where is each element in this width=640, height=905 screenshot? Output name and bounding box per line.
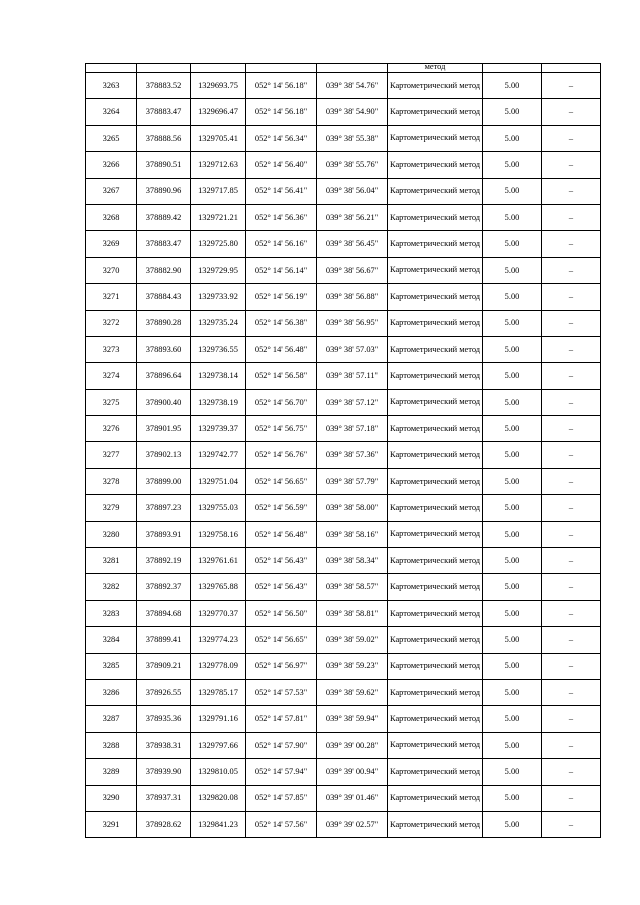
longitude-cell: 039° 38' 58.16" — [317, 521, 388, 547]
x-coordinate-cell: 378902.13 — [137, 442, 191, 468]
table-row — [86, 732, 601, 758]
note-cell: – — [542, 389, 601, 415]
y-coordinate-cell: 1329736.55 — [191, 336, 246, 362]
y-coordinate-cell: 1329758.16 — [191, 521, 246, 547]
table-row — [86, 310, 601, 336]
x-coordinate-cell: 378893.91 — [137, 521, 191, 547]
latitude-cell: 052° 14' 56.43" — [246, 548, 317, 574]
latitude-cell: 052° 14' 56.43" — [246, 574, 317, 600]
accuracy-cell: 5.00 — [483, 653, 542, 679]
accuracy-cell: 5.00 — [483, 495, 542, 521]
x-coordinate-cell: 378897.23 — [137, 495, 191, 521]
accuracy-cell: 5.00 — [483, 257, 542, 283]
y-coordinate-cell: 1329751.04 — [191, 468, 246, 494]
y-coordinate-cell: 1329733.92 — [191, 284, 246, 310]
table-cell — [191, 64, 246, 73]
accuracy-cell: 5.00 — [483, 679, 542, 705]
method-cell: Картометрический метод — [388, 99, 483, 125]
latitude-cell: 052° 14' 56.18" — [246, 99, 317, 125]
y-coordinate-cell: 1329735.24 — [191, 310, 246, 336]
table-cell — [317, 64, 388, 73]
method-cell: Картометрический метод — [388, 363, 483, 389]
y-coordinate-cell: 1329774.23 — [191, 627, 246, 653]
table-row — [86, 574, 601, 600]
accuracy-cell: 5.00 — [483, 204, 542, 230]
latitude-cell: 052° 14' 56.36" — [246, 204, 317, 230]
accuracy-cell: 5.00 — [483, 600, 542, 626]
note-cell: – — [542, 416, 601, 442]
method-cell: Картометрический метод — [388, 416, 483, 442]
point-number-cell: 3265 — [86, 125, 137, 151]
latitude-cell: 052° 14' 56.65" — [246, 627, 317, 653]
method-cell: Картометрический метод — [388, 178, 483, 204]
y-coordinate-cell: 1329770.37 — [191, 600, 246, 626]
accuracy-cell: 5.00 — [483, 310, 542, 336]
point-number-cell: 3286 — [86, 679, 137, 705]
point-number-cell: 3280 — [86, 521, 137, 547]
y-coordinate-cell: 1329778.09 — [191, 653, 246, 679]
x-coordinate-cell: 378938.31 — [137, 732, 191, 758]
note-cell: – — [542, 363, 601, 389]
note-cell: – — [542, 336, 601, 362]
accuracy-cell: 5.00 — [483, 125, 542, 151]
y-coordinate-cell: 1329742.77 — [191, 442, 246, 468]
point-number-cell: 3269 — [86, 231, 137, 257]
longitude-cell: 039° 38' 55.38" — [317, 125, 388, 151]
accuracy-cell: 5.00 — [483, 389, 542, 415]
point-number-cell: 3274 — [86, 363, 137, 389]
latitude-cell: 052° 14' 57.53" — [246, 679, 317, 705]
table-row — [86, 257, 601, 283]
method-cell: Картометрический метод — [388, 152, 483, 178]
x-coordinate-cell: 378890.51 — [137, 152, 191, 178]
accuracy-cell: 5.00 — [483, 231, 542, 257]
y-coordinate-cell: 1329820.08 — [191, 785, 246, 811]
point-number-cell: 3289 — [86, 759, 137, 785]
table-row — [86, 706, 601, 732]
point-number-cell: 3264 — [86, 99, 137, 125]
accuracy-cell: 5.00 — [483, 73, 542, 99]
method-cell: Картометрический метод — [388, 679, 483, 705]
accuracy-cell: 5.00 — [483, 759, 542, 785]
x-coordinate-cell: 378893.60 — [137, 336, 191, 362]
y-coordinate-cell: 1329755.03 — [191, 495, 246, 521]
accuracy-cell: 5.00 — [483, 627, 542, 653]
y-coordinate-cell: 1329739.37 — [191, 416, 246, 442]
latitude-cell: 052° 14' 56.40" — [246, 152, 317, 178]
method-cell: Картометрический метод — [388, 204, 483, 230]
accuracy-cell: 5.00 — [483, 574, 542, 600]
point-number-cell: 3271 — [86, 284, 137, 310]
table-cell — [86, 64, 137, 73]
longitude-cell: 039° 38' 57.18" — [317, 416, 388, 442]
method-cell: Картометрический метод — [388, 759, 483, 785]
longitude-cell: 039° 38' 59.62" — [317, 679, 388, 705]
point-number-cell: 3284 — [86, 627, 137, 653]
x-coordinate-cell: 378883.52 — [137, 73, 191, 99]
note-cell: – — [542, 600, 601, 626]
longitude-cell: 039° 38' 59.02" — [317, 627, 388, 653]
note-cell: – — [542, 706, 601, 732]
latitude-cell: 052° 14' 56.18" — [246, 73, 317, 99]
method-cell: Картометрический метод — [388, 336, 483, 362]
point-number-cell: 3272 — [86, 310, 137, 336]
table-row — [86, 679, 601, 705]
table-row — [86, 653, 601, 679]
method-cell: Картометрический метод — [388, 732, 483, 758]
latitude-cell: 052° 14' 57.90" — [246, 732, 317, 758]
table-row — [86, 336, 601, 362]
accuracy-cell: 5.00 — [483, 811, 542, 837]
longitude-cell: 039° 38' 56.45" — [317, 231, 388, 257]
longitude-cell: 039° 38' 57.11" — [317, 363, 388, 389]
x-coordinate-cell: 378884.43 — [137, 284, 191, 310]
table-row — [86, 363, 601, 389]
table-cell — [542, 64, 601, 73]
accuracy-cell: 5.00 — [483, 178, 542, 204]
table-row — [86, 811, 601, 837]
accuracy-cell: 5.00 — [483, 785, 542, 811]
accuracy-cell: 5.00 — [483, 442, 542, 468]
note-cell: – — [542, 759, 601, 785]
note-cell: – — [542, 284, 601, 310]
accuracy-cell: 5.00 — [483, 416, 542, 442]
x-coordinate-cell: 378901.95 — [137, 416, 191, 442]
accuracy-cell: 5.00 — [483, 336, 542, 362]
y-coordinate-cell: 1329693.75 — [191, 73, 246, 99]
y-coordinate-cell: 1329712.63 — [191, 152, 246, 178]
accuracy-cell: 5.00 — [483, 99, 542, 125]
y-coordinate-cell: 1329765.88 — [191, 574, 246, 600]
longitude-cell: 039° 38' 57.36" — [317, 442, 388, 468]
table-row — [86, 521, 601, 547]
latitude-cell: 052° 14' 56.19" — [246, 284, 317, 310]
x-coordinate-cell: 378882.90 — [137, 257, 191, 283]
note-cell: – — [542, 785, 601, 811]
longitude-cell: 039° 38' 56.21" — [317, 204, 388, 230]
point-number-cell: 3266 — [86, 152, 137, 178]
x-coordinate-cell: 378928.62 — [137, 811, 191, 837]
method-cell: Картометрический метод — [388, 310, 483, 336]
note-cell: – — [542, 574, 601, 600]
longitude-cell: 039° 38' 59.23" — [317, 653, 388, 679]
longitude-cell: 039° 38' 55.76" — [317, 152, 388, 178]
x-coordinate-cell: 378899.00 — [137, 468, 191, 494]
method-cell: Картометрический метод — [388, 442, 483, 468]
longitude-cell: 039° 38' 58.81" — [317, 600, 388, 626]
note-cell: – — [542, 653, 601, 679]
accuracy-cell: 5.00 — [483, 521, 542, 547]
point-number-cell: 3277 — [86, 442, 137, 468]
note-cell: – — [542, 468, 601, 494]
latitude-cell: 052° 14' 56.97" — [246, 653, 317, 679]
table-row — [86, 548, 601, 574]
method-cell: Картометрический метод — [388, 574, 483, 600]
longitude-cell: 039° 38' 59.94" — [317, 706, 388, 732]
table-row — [86, 785, 601, 811]
x-coordinate-cell: 378909.21 — [137, 653, 191, 679]
longitude-cell: 039° 38' 54.76" — [317, 73, 388, 99]
x-coordinate-cell: 378883.47 — [137, 231, 191, 257]
x-coordinate-cell: 378935.36 — [137, 706, 191, 732]
note-cell: – — [542, 679, 601, 705]
method-cell: Картометрический метод — [388, 627, 483, 653]
table-row — [86, 468, 601, 494]
y-coordinate-cell: 1329761.61 — [191, 548, 246, 574]
y-coordinate-cell: 1329797.66 — [191, 732, 246, 758]
table-row — [86, 204, 601, 230]
longitude-cell: 039° 38' 57.79" — [317, 468, 388, 494]
x-coordinate-cell: 378883.47 — [137, 99, 191, 125]
longitude-cell: 039° 39' 00.28" — [317, 732, 388, 758]
x-coordinate-cell: 378894.68 — [137, 600, 191, 626]
table-body — [86, 64, 601, 838]
latitude-cell: 052° 14' 56.50" — [246, 600, 317, 626]
method-cell: Картометрический метод — [388, 521, 483, 547]
point-number-cell: 3270 — [86, 257, 137, 283]
latitude-cell: 052° 14' 56.48" — [246, 521, 317, 547]
point-number-cell: 3287 — [86, 706, 137, 732]
latitude-cell: 052° 14' 56.70" — [246, 389, 317, 415]
note-cell: – — [542, 152, 601, 178]
x-coordinate-cell: 378899.41 — [137, 627, 191, 653]
y-coordinate-cell: 1329729.95 — [191, 257, 246, 283]
longitude-cell: 039° 38' 54.90" — [317, 99, 388, 125]
note-cell: – — [542, 495, 601, 521]
y-coordinate-cell: 1329721.21 — [191, 204, 246, 230]
carry-over-method-cell — [388, 64, 483, 73]
table-row — [86, 389, 601, 415]
note-cell: – — [542, 204, 601, 230]
x-coordinate-cell: 378937.31 — [137, 785, 191, 811]
latitude-cell: 052° 14' 56.41" — [246, 178, 317, 204]
x-coordinate-cell: 378889.42 — [137, 204, 191, 230]
carry-over-row — [86, 64, 601, 73]
note-cell: – — [542, 521, 601, 547]
latitude-cell: 052° 14' 56.16" — [246, 231, 317, 257]
point-number-cell: 3285 — [86, 653, 137, 679]
accuracy-cell: 5.00 — [483, 363, 542, 389]
point-number-cell: 3278 — [86, 468, 137, 494]
note-cell: – — [542, 442, 601, 468]
table-cell — [137, 64, 191, 73]
point-number-cell: 3267 — [86, 178, 137, 204]
x-coordinate-cell: 378900.40 — [137, 389, 191, 415]
method-cell: Картометрический метод — [388, 389, 483, 415]
accuracy-cell: 5.00 — [483, 732, 542, 758]
method-cell: Картометрический метод — [388, 706, 483, 732]
table-row — [86, 178, 601, 204]
table-row — [86, 627, 601, 653]
coordinates-table — [85, 63, 601, 838]
latitude-cell: 052° 14' 56.38" — [246, 310, 317, 336]
table-row — [86, 73, 601, 99]
latitude-cell: 052° 14' 56.14" — [246, 257, 317, 283]
note-cell: – — [542, 627, 601, 653]
table-row — [86, 600, 601, 626]
latitude-cell: 052° 14' 57.94" — [246, 759, 317, 785]
latitude-cell: 052° 14' 57.81" — [246, 706, 317, 732]
longitude-cell: 039° 38' 56.88" — [317, 284, 388, 310]
table-cell — [246, 64, 317, 73]
method-cell: Картометрический метод — [388, 125, 483, 151]
longitude-cell: 039° 39' 02.57" — [317, 811, 388, 837]
longitude-cell: 039° 38' 57.12" — [317, 389, 388, 415]
latitude-cell: 052° 14' 56.59" — [246, 495, 317, 521]
note-cell: – — [542, 257, 601, 283]
point-number-cell: 3279 — [86, 495, 137, 521]
point-number-cell: 3283 — [86, 600, 137, 626]
point-number-cell: 3268 — [86, 204, 137, 230]
latitude-cell: 052° 14' 57.56" — [246, 811, 317, 837]
latitude-cell: 052° 14' 56.34" — [246, 125, 317, 151]
method-cell: Картометрический метод — [388, 468, 483, 494]
table-row — [86, 99, 601, 125]
method-cell: Картометрический метод — [388, 785, 483, 811]
x-coordinate-cell: 378892.37 — [137, 574, 191, 600]
method-cell: Картометрический метод — [388, 284, 483, 310]
x-coordinate-cell: 378888.56 — [137, 125, 191, 151]
table-row — [86, 231, 601, 257]
y-coordinate-cell: 1329810.05 — [191, 759, 246, 785]
table-row — [86, 125, 601, 151]
longitude-cell: 039° 38' 58.00" — [317, 495, 388, 521]
y-coordinate-cell: 1329717.85 — [191, 178, 246, 204]
table-row — [86, 152, 601, 178]
note-cell: – — [542, 310, 601, 336]
point-number-cell: 3290 — [86, 785, 137, 811]
note-cell: – — [542, 73, 601, 99]
accuracy-cell: 5.00 — [483, 284, 542, 310]
note-cell: – — [542, 99, 601, 125]
x-coordinate-cell: 378890.28 — [137, 310, 191, 336]
point-number-cell: 3288 — [86, 732, 137, 758]
x-coordinate-cell: 378890.96 — [137, 178, 191, 204]
note-cell: – — [542, 732, 601, 758]
y-coordinate-cell: 1329841.23 — [191, 811, 246, 837]
point-number-cell: 3276 — [86, 416, 137, 442]
x-coordinate-cell: 378926.55 — [137, 679, 191, 705]
longitude-cell: 039° 39' 00.94" — [317, 759, 388, 785]
latitude-cell: 052° 14' 56.58" — [246, 363, 317, 389]
method-cell: Картометрический метод — [388, 495, 483, 521]
accuracy-cell: 5.00 — [483, 548, 542, 574]
note-cell: – — [542, 178, 601, 204]
longitude-cell: 039° 38' 57.03" — [317, 336, 388, 362]
note-cell: – — [542, 231, 601, 257]
longitude-cell: 039° 38' 58.34" — [317, 548, 388, 574]
y-coordinate-cell: 1329705.41 — [191, 125, 246, 151]
accuracy-cell: 5.00 — [483, 706, 542, 732]
y-coordinate-cell: 1329785.17 — [191, 679, 246, 705]
longitude-cell: 039° 38' 56.04" — [317, 178, 388, 204]
x-coordinate-cell: 378896.64 — [137, 363, 191, 389]
latitude-cell: 052° 14' 57.85" — [246, 785, 317, 811]
note-cell: – — [542, 125, 601, 151]
point-number-cell: 3263 — [86, 73, 137, 99]
method-cell: Картометрический метод — [388, 548, 483, 574]
method-cell: Картометрический метод — [388, 257, 483, 283]
table-row — [86, 416, 601, 442]
method-cell: Картометрический метод — [388, 811, 483, 837]
y-coordinate-cell: 1329738.14 — [191, 363, 246, 389]
x-coordinate-cell: 378939.90 — [137, 759, 191, 785]
table-row — [86, 442, 601, 468]
table-row — [86, 284, 601, 310]
note-cell: – — [542, 548, 601, 574]
latitude-cell: 052° 14' 56.48" — [246, 336, 317, 362]
accuracy-cell: 5.00 — [483, 152, 542, 178]
method-cell: Картометрический метод — [388, 231, 483, 257]
y-coordinate-cell: 1329725.80 — [191, 231, 246, 257]
x-coordinate-cell: 378892.19 — [137, 548, 191, 574]
carry-over-method-text: метод — [424, 63, 446, 71]
point-number-cell: 3275 — [86, 389, 137, 415]
y-coordinate-cell: 1329738.19 — [191, 389, 246, 415]
table-row — [86, 495, 601, 521]
table-row — [86, 759, 601, 785]
longitude-cell: 039° 39' 01.46" — [317, 785, 388, 811]
method-cell: Картометрический метод — [388, 73, 483, 99]
table-cell — [483, 64, 542, 73]
longitude-cell: 039° 38' 56.95" — [317, 310, 388, 336]
method-cell: Картометрический метод — [388, 600, 483, 626]
note-cell: – — [542, 811, 601, 837]
y-coordinate-cell: 1329696.47 — [191, 99, 246, 125]
longitude-cell: 039° 38' 56.67" — [317, 257, 388, 283]
accuracy-cell: 5.00 — [483, 468, 542, 494]
latitude-cell: 052° 14' 56.76" — [246, 442, 317, 468]
y-coordinate-cell: 1329791.16 — [191, 706, 246, 732]
point-number-cell: 3273 — [86, 336, 137, 362]
point-number-cell: 3281 — [86, 548, 137, 574]
latitude-cell: 052° 14' 56.65" — [246, 468, 317, 494]
latitude-cell: 052° 14' 56.75" — [246, 416, 317, 442]
point-number-cell: 3291 — [86, 811, 137, 837]
method-cell: Картометрический метод — [388, 653, 483, 679]
longitude-cell: 039° 38' 58.57" — [317, 574, 388, 600]
point-number-cell: 3282 — [86, 574, 137, 600]
